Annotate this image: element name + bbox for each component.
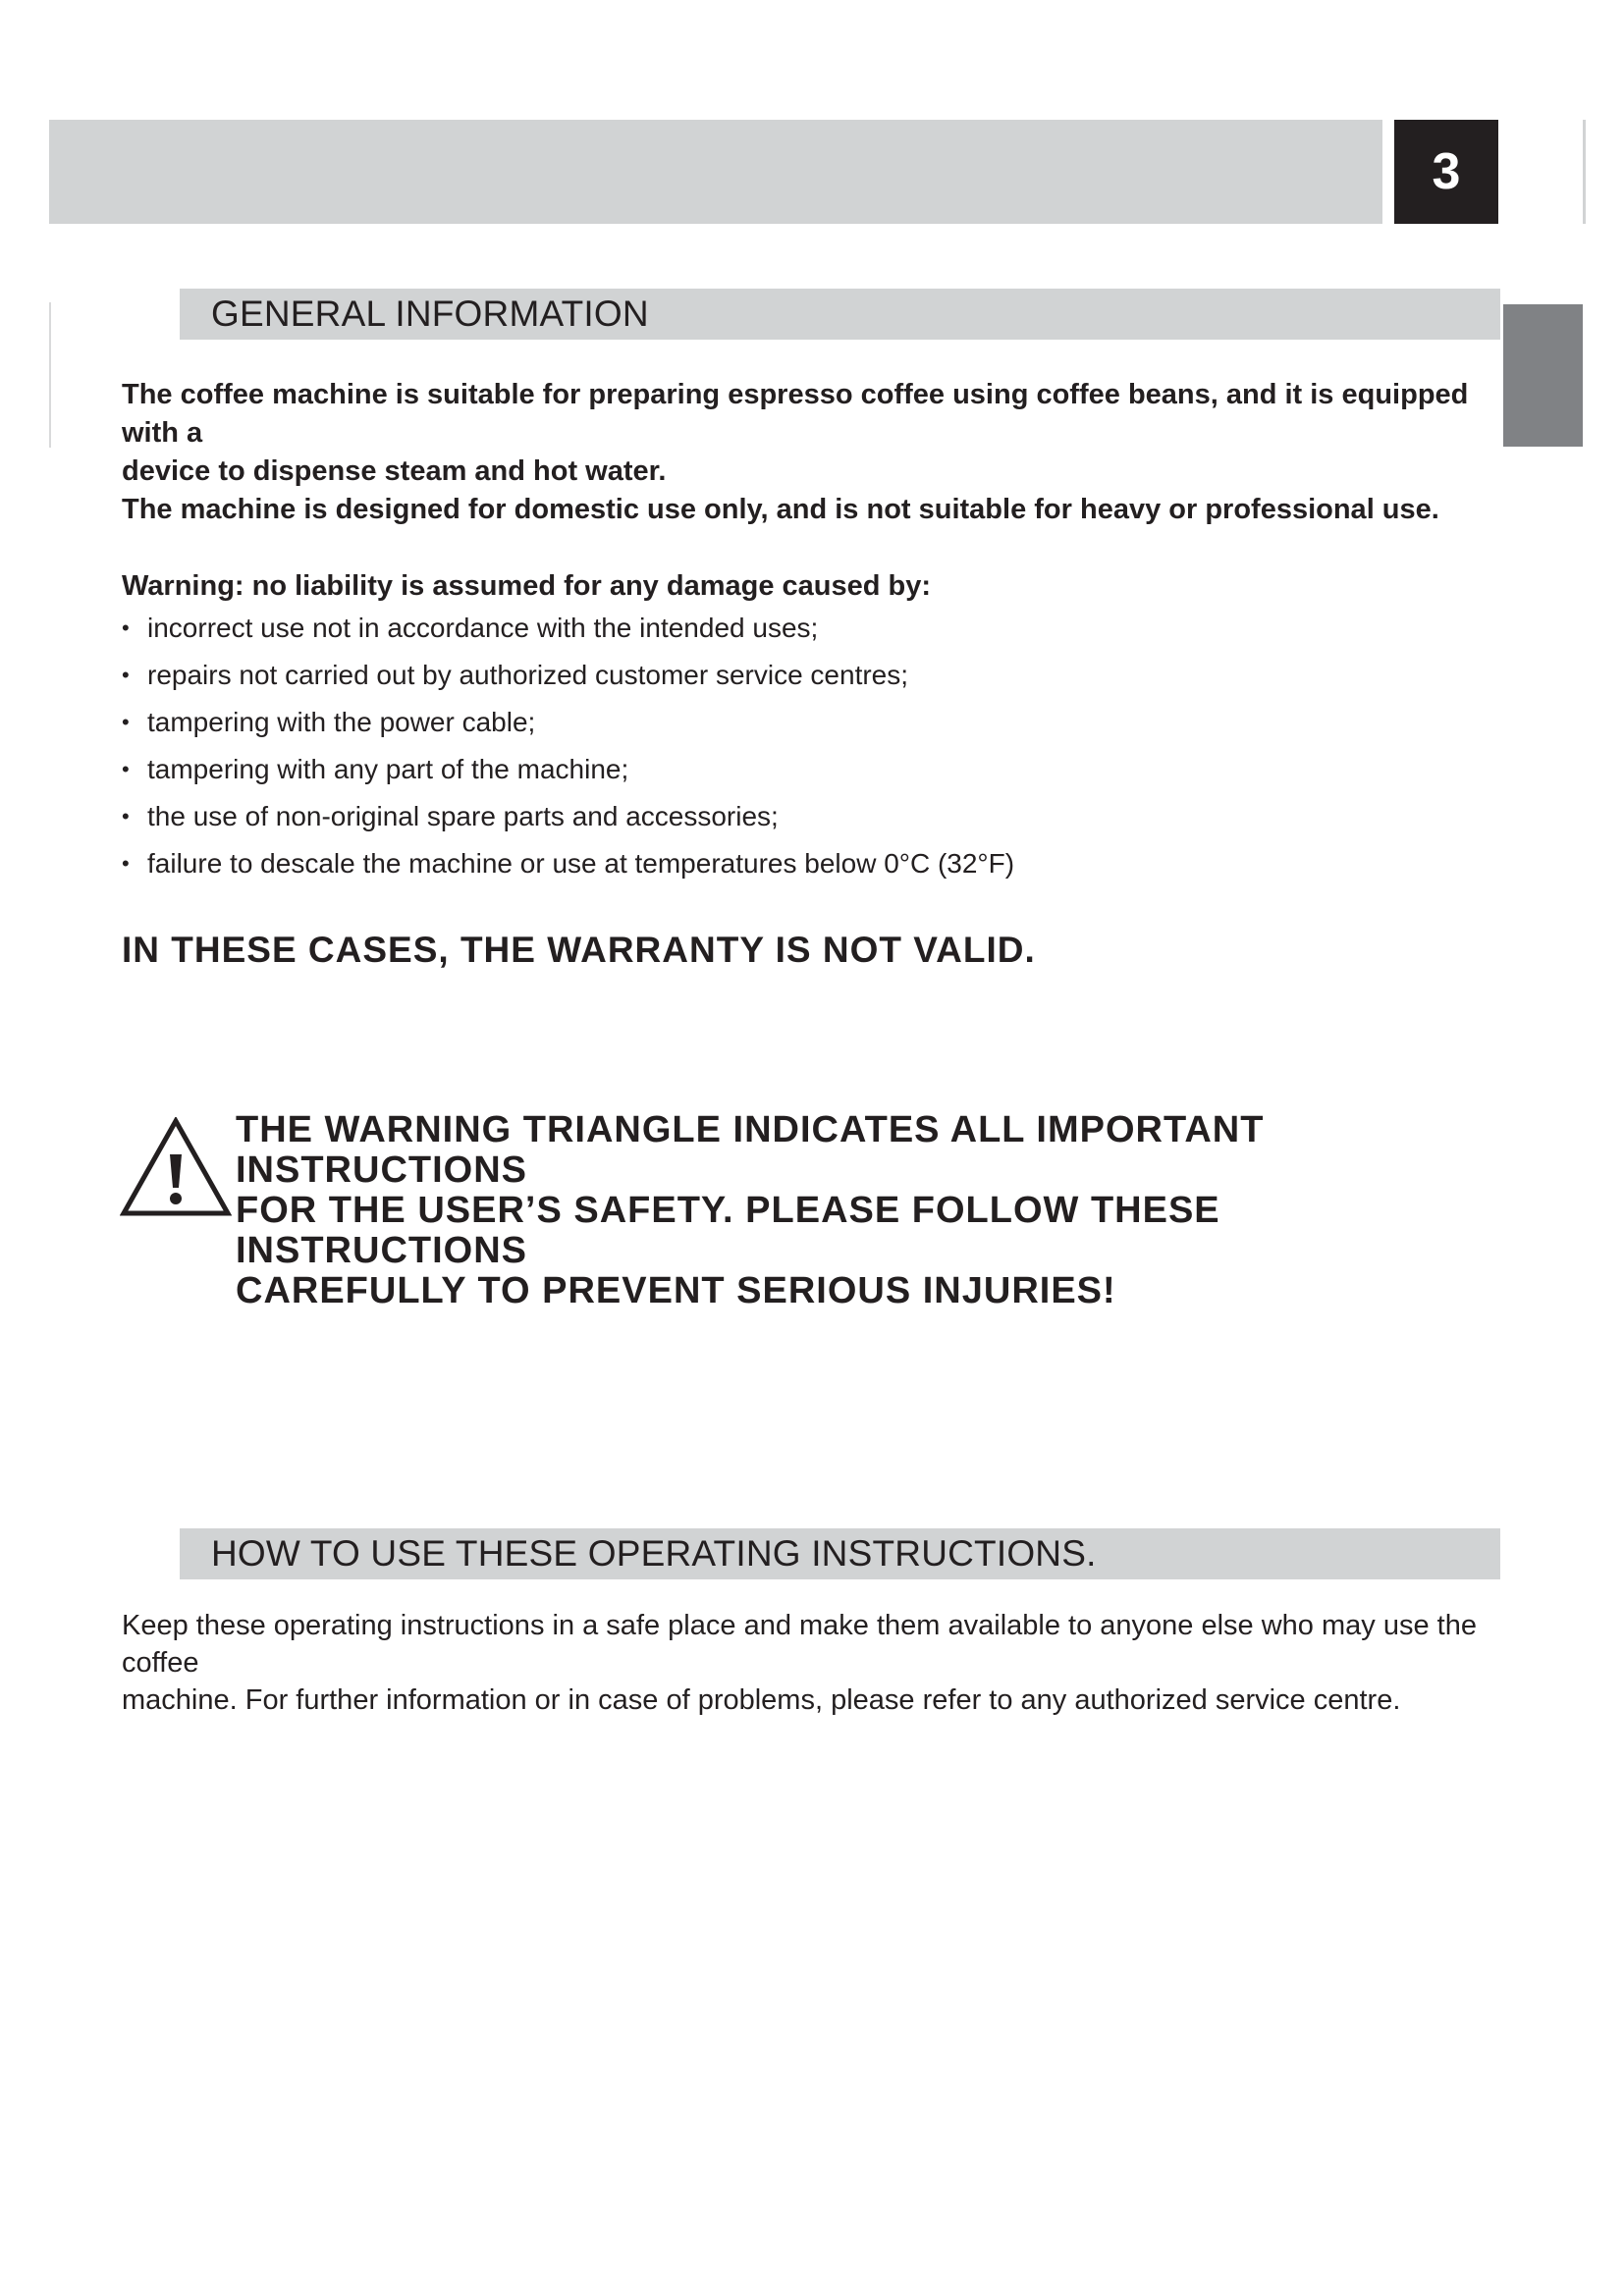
- page-number: 3: [1394, 120, 1498, 224]
- list-item: [122, 840, 1398, 887]
- how-to-use-line: Keep these operating instructions in a safe place and make them available to anyone else who may use the coffee: [122, 1610, 1477, 1679]
- intro-line: device to dispense steam and hot water.: [122, 455, 667, 487]
- list-item: [122, 746, 1398, 793]
- safety-line: THE WARNING TRIANGLE INDICATES ALL IMPORTANT INSTRUCTIONS: [236, 1109, 1265, 1191]
- list-item-text: the use of non-original spare parts and accessories;: [147, 801, 779, 831]
- list-item-text: repairs not carried out by authorized customer service centres;: [147, 660, 909, 690]
- list-item-text: incorrect use not in accordance with the intended uses;: [147, 613, 819, 643]
- bullet: •: [122, 615, 130, 640]
- bullet: •: [122, 663, 130, 687]
- bullet: •: [122, 757, 130, 781]
- liability-warning: [122, 567, 1398, 887]
- section-side-tab: [1503, 304, 1583, 447]
- intro-line: The machine is designed for domestic use only, and is not suitable for heavy or professional use.: [122, 494, 1439, 525]
- how-to-use-text: [122, 1607, 1496, 1719]
- how-to-use-line: machine. For further information or in case of problems, please refer to any authorized service centre.: [122, 1684, 1401, 1716]
- bullet: •: [122, 710, 130, 734]
- bullet: •: [122, 804, 130, 828]
- list-item-text: tampering with the power cable;: [147, 707, 536, 737]
- general-information-intro: [122, 376, 1506, 529]
- list-item: [122, 793, 1398, 840]
- safety-line: FOR THE USER’S SAFETY. PLEASE FOLLOW THESE INSTRUCTIONS: [236, 1190, 1220, 1271]
- list-item: [122, 699, 1398, 746]
- list-item-text: failure to descale the machine or use at temperatures below 0°C (32°F): [147, 848, 1015, 879]
- bullet: •: [122, 851, 130, 876]
- warning-triangle-icon: [120, 1117, 232, 1217]
- left-edge-line: [49, 302, 51, 448]
- how-to-use-heading: HOW TO USE THESE OPERATING INSTRUCTIONS.: [180, 1528, 1500, 1579]
- safety-instructions-notice: [236, 1110, 1512, 1311]
- safety-line: CAREFULLY TO PREVENT SERIOUS INJURIES!: [236, 1270, 1116, 1311]
- warranty-not-valid-note: IN THESE CASES, THE WARRANTY IS NOT VALID.: [122, 930, 1036, 970]
- list-item: [122, 605, 1398, 652]
- right-edge-line: [1583, 120, 1586, 224]
- liability-warning-heading: Warning: no liability is assumed for any damage caused by:: [122, 570, 932, 602]
- list-item: [122, 652, 1398, 699]
- liability-list: [122, 605, 1398, 887]
- general-information-heading: GENERAL INFORMATION: [180, 289, 1500, 340]
- top-header-bar: [49, 120, 1382, 224]
- list-item-text: tampering with any part of the machine;: [147, 754, 629, 784]
- intro-line: The coffee machine is suitable for preparing espresso coffee using coffee beans, and it is equipped with a: [122, 379, 1469, 449]
